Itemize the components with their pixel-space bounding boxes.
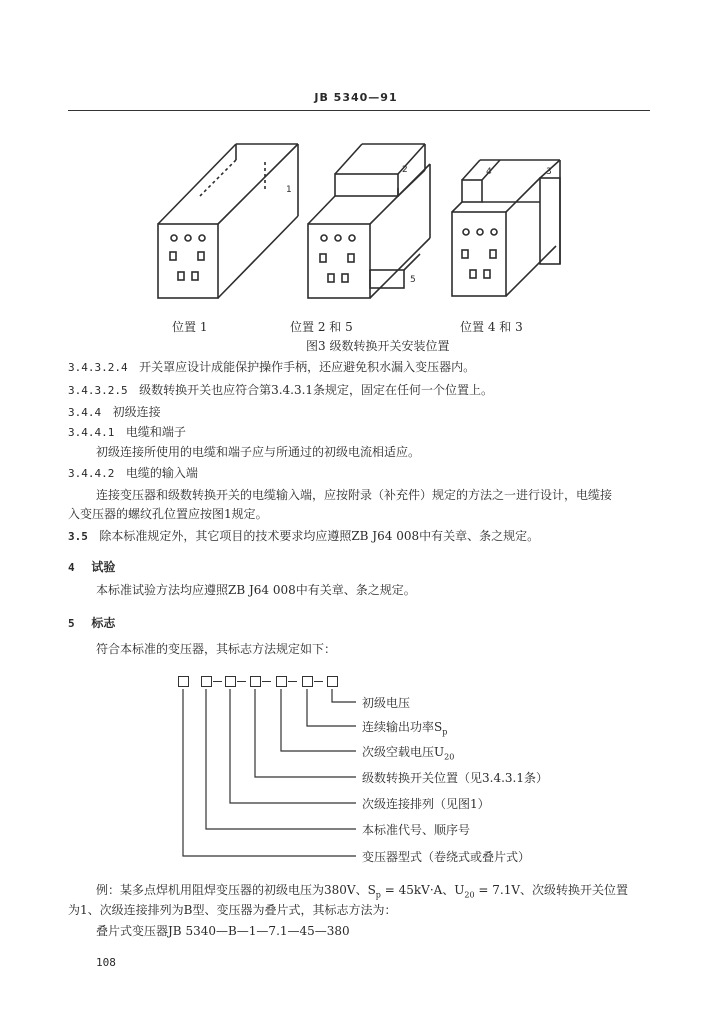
paragraph: 初级连接所使用的电缆和端子应与所通过的初级电流相适应。 (96, 445, 421, 459)
figure-mark-2: 2 (402, 165, 408, 175)
clause-number: 3.4.3.2.5 (68, 384, 128, 397)
subscript-20: 20 (444, 752, 455, 762)
designation-item-standard-code: 本标准代号、顺序号 (362, 823, 471, 837)
figure-label-position-4-3: 位置 4 和 3 (460, 320, 523, 334)
example-line-1: 例：某多点焊机用阻焊变压器的初级电压为380V、$S_p = 45kV\cdot A$、$U_{20} = 7.1V$、次级转换开关位置 (96, 883, 629, 900)
section-number: 5 (68, 617, 75, 630)
designation-item-primary-voltage: 初级电压 (362, 696, 411, 710)
designation-item-secondary-arrangement: 次级连接排列（见图1） (362, 797, 490, 811)
designation-item-switch-position: 级数转换开关位置（见3.4.3.1条） (362, 771, 548, 785)
designation-item-no-load-voltage: 次级空载电压$U_{20}$ (362, 745, 455, 762)
clause-text: 级数转换开关也应符合第3.4.3.1条规定，固定在任何一个位置上。 (139, 383, 494, 397)
designation-item-output-power: 连续输出功率$S_p$ (362, 720, 448, 737)
subscript-p: p (442, 727, 448, 737)
clause-text: 电缆的输入端 (125, 466, 198, 480)
designation-item-transformer-type: 变压器型式（卷绕式或叠片式） (362, 850, 531, 864)
figure-mark-1: 1 (286, 185, 292, 195)
clause-text: 除本标准规定外，其它项目的技术要求均应遵照ZB J64 008中有关章、条之规定。 (99, 529, 540, 543)
figure-label-position-1: 位置 1 (172, 320, 208, 334)
clause-text: 开关罩应设计成能保护操作手柄，还应避免积水漏入变压器内。 (139, 360, 476, 374)
document-header: JB 5340—91 (314, 91, 398, 104)
section-title: 试验 (91, 560, 116, 574)
clause-number: 3.4.4.1 (68, 426, 115, 439)
figure-label-position-2-5: 位置 2 和 5 (290, 320, 353, 334)
figure-mark-5: 5 (410, 275, 416, 285)
clause-text: 电缆和端子 (125, 425, 186, 439)
clause-number: 3.4.4.2 (68, 467, 115, 480)
paragraph: 连接变压器和级数转换开关的电缆输入端，应按附录（补充件）规定的方法之一进行设计，电缆接 (96, 488, 613, 502)
example-line-3: 叠片式变压器JB 5340—B—1—7.1—45—380 (96, 924, 350, 938)
section-number: 4 (68, 561, 75, 574)
figure-mark-4: 4 (486, 167, 492, 177)
paragraph: 符合本标准的变压器，其标志方法规定如下： (96, 642, 337, 656)
paragraph: 本标准试验方法均应遵照ZB J64 008中有关章、条之规定。 (96, 583, 416, 597)
clause-number: 3.4.3.2.4 (68, 361, 128, 374)
figure-caption: 图3 级数转换开关安装位置 (306, 339, 450, 353)
clause-number: 3.5 (68, 530, 88, 543)
example-line-2: 为1、次级连接排列为B型、变压器为叠片式，其标志方法为： (68, 903, 397, 917)
page-number: 108 (96, 956, 116, 969)
clause-text: 初级连接 (112, 405, 161, 419)
figure-mark-3: 3 (546, 167, 552, 177)
paragraph-continued: 入变压器的螺纹孔位置应按图1规定。 (68, 507, 268, 521)
clause-number: 3.4.4 (68, 406, 102, 419)
section-title: 标志 (91, 616, 116, 630)
